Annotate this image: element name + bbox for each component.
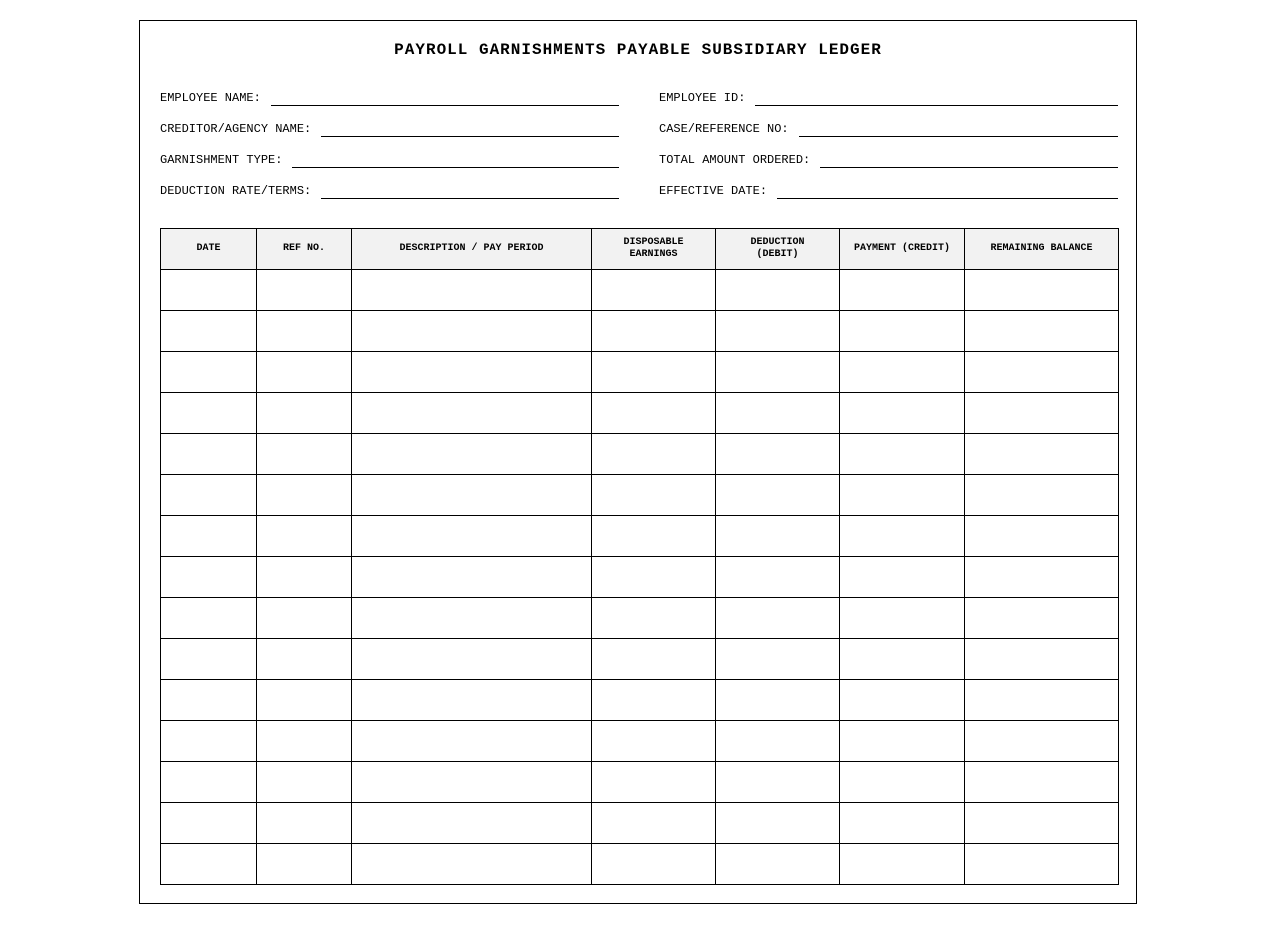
cell-disposable-earnings[interactable]	[592, 639, 716, 680]
cell-remaining-balance[interactable]	[965, 721, 1119, 762]
cell-description[interactable]	[352, 393, 592, 434]
cell-deduction[interactable]	[716, 762, 840, 803]
cell-deduction[interactable]	[716, 475, 840, 516]
total-amount-label: TOTAL AMOUNT ORDERED:	[659, 153, 811, 167]
cell-disposable-earnings[interactable]	[592, 393, 716, 434]
effective-date-line[interactable]	[777, 184, 1118, 199]
header-ref-no: REF NO.	[257, 229, 352, 270]
cell-description[interactable]	[352, 598, 592, 639]
cell-ref-no[interactable]	[257, 680, 352, 721]
header-disposable-earnings-line2: EARNINGS	[629, 249, 678, 260]
table-row	[161, 557, 1119, 598]
cell-disposable-earnings[interactable]	[592, 680, 716, 721]
cell-deduction[interactable]	[716, 434, 840, 475]
cell-payment[interactable]	[840, 475, 965, 516]
header-remaining-balance: REMAINING BALANCE	[965, 229, 1119, 270]
cell-remaining-balance[interactable]	[965, 393, 1119, 434]
cell-date[interactable]	[161, 680, 257, 721]
cell-ref-no[interactable]	[257, 352, 352, 393]
employee-name-label: EMPLOYEE NAME:	[160, 91, 261, 105]
cell-ref-no[interactable]	[257, 557, 352, 598]
cell-remaining-balance[interactable]	[965, 557, 1119, 598]
cell-description[interactable]	[352, 803, 592, 844]
cell-date[interactable]	[161, 762, 257, 803]
cell-deduction[interactable]	[716, 803, 840, 844]
table-row	[161, 721, 1119, 762]
cell-disposable-earnings[interactable]	[592, 762, 716, 803]
table-row	[161, 598, 1119, 639]
cell-date[interactable]	[161, 352, 257, 393]
cell-description[interactable]	[352, 721, 592, 762]
cell-remaining-balance[interactable]	[965, 516, 1119, 557]
cell-date[interactable]	[161, 557, 257, 598]
cell-description[interactable]	[352, 475, 592, 516]
cell-ref-no[interactable]	[257, 639, 352, 680]
cell-disposable-earnings[interactable]	[592, 557, 716, 598]
cell-date[interactable]	[161, 516, 257, 557]
effective-date-label: EFFECTIVE DATE:	[659, 184, 768, 198]
cell-date[interactable]	[161, 639, 257, 680]
table-row	[161, 270, 1119, 311]
cell-payment[interactable]	[840, 844, 965, 885]
cell-remaining-balance[interactable]	[965, 762, 1119, 803]
creditor-agency-field	[160, 117, 619, 137]
cell-date[interactable]	[161, 434, 257, 475]
cell-date[interactable]	[161, 721, 257, 762]
cell-description[interactable]	[352, 639, 592, 680]
cell-date[interactable]	[161, 475, 257, 516]
creditor-agency-line[interactable]	[321, 122, 619, 137]
header-deduction	[716, 229, 840, 270]
cell-ref-no[interactable]	[257, 762, 352, 803]
cell-date[interactable]	[161, 393, 257, 434]
cell-disposable-earnings[interactable]	[592, 311, 716, 352]
cell-description[interactable]	[352, 270, 592, 311]
garnishment-type-field	[160, 148, 619, 168]
case-reference-field	[659, 117, 1118, 137]
cell-ref-no[interactable]	[257, 803, 352, 844]
header-deduction-line2: (DEBIT)	[756, 249, 799, 260]
cell-disposable-earnings[interactable]	[592, 598, 716, 639]
cell-ref-no[interactable]	[257, 844, 352, 885]
cell-deduction[interactable]	[716, 352, 840, 393]
table-row	[161, 434, 1119, 475]
employee-id-line[interactable]	[755, 91, 1118, 106]
page-title: PAYROLL GARNISHMENTS PAYABLE SUBSIDIARY LEDGER	[394, 41, 882, 59]
cell-disposable-earnings[interactable]	[592, 844, 716, 885]
cell-remaining-balance[interactable]	[965, 639, 1119, 680]
cell-description[interactable]	[352, 434, 592, 475]
cell-payment[interactable]	[840, 557, 965, 598]
cell-ref-no[interactable]	[257, 598, 352, 639]
total-amount-field	[659, 148, 1118, 168]
cell-payment[interactable]	[840, 516, 965, 557]
cell-deduction[interactable]	[716, 721, 840, 762]
cell-disposable-earnings[interactable]	[592, 475, 716, 516]
cell-ref-no[interactable]	[257, 270, 352, 311]
cell-ref-no[interactable]	[257, 434, 352, 475]
table-header-row	[161, 229, 1119, 270]
cell-remaining-balance[interactable]	[965, 311, 1119, 352]
header-deduction-line1: DEDUCTION	[750, 237, 805, 248]
cell-disposable-earnings[interactable]	[592, 516, 716, 557]
table-row	[161, 803, 1119, 844]
table-row	[161, 311, 1119, 352]
employee-name-line[interactable]	[271, 91, 619, 106]
table-row	[161, 352, 1119, 393]
deduction-rate-field	[160, 179, 619, 199]
cell-date[interactable]	[161, 311, 257, 352]
cell-payment[interactable]	[840, 352, 965, 393]
header-disposable-earnings	[592, 229, 716, 270]
cell-remaining-balance[interactable]	[965, 352, 1119, 393]
cell-remaining-balance[interactable]	[965, 270, 1119, 311]
cell-ref-no[interactable]	[257, 475, 352, 516]
ledger-body	[161, 270, 1119, 885]
cell-disposable-earnings[interactable]	[592, 270, 716, 311]
deduction-rate-label: DEDUCTION RATE/TERMS:	[160, 184, 312, 198]
ledger-sheet	[139, 20, 1137, 904]
cell-remaining-balance[interactable]	[965, 844, 1119, 885]
cell-deduction[interactable]	[716, 639, 840, 680]
cell-payment[interactable]	[840, 598, 965, 639]
cell-remaining-balance[interactable]	[965, 434, 1119, 475]
cell-disposable-earnings[interactable]	[592, 434, 716, 475]
cell-payment[interactable]	[840, 393, 965, 434]
table-row	[161, 844, 1119, 885]
cell-ref-no[interactable]	[257, 393, 352, 434]
cell-remaining-balance[interactable]	[965, 680, 1119, 721]
cell-payment[interactable]	[840, 434, 965, 475]
cell-description[interactable]	[352, 516, 592, 557]
case-reference-line[interactable]	[799, 122, 1118, 137]
cell-deduction[interactable]	[716, 311, 840, 352]
cell-deduction[interactable]	[716, 393, 840, 434]
cell-ref-no[interactable]	[257, 516, 352, 557]
cell-payment[interactable]	[840, 803, 965, 844]
cell-remaining-balance[interactable]	[965, 598, 1119, 639]
ledger-table	[160, 228, 1119, 885]
cell-date[interactable]	[161, 598, 257, 639]
table-row	[161, 516, 1119, 557]
cell-deduction[interactable]	[716, 598, 840, 639]
cell-deduction[interactable]	[716, 844, 840, 885]
case-reference-label: CASE/REFERENCE NO:	[659, 122, 789, 136]
garnishment-type-label: GARNISHMENT TYPE:	[160, 153, 283, 167]
cell-description[interactable]	[352, 311, 592, 352]
cell-remaining-balance[interactable]	[965, 803, 1119, 844]
cell-ref-no[interactable]	[257, 721, 352, 762]
cell-description[interactable]	[352, 680, 592, 721]
cell-payment[interactable]	[840, 270, 965, 311]
cell-disposable-earnings[interactable]	[592, 352, 716, 393]
table-row	[161, 762, 1119, 803]
cell-description[interactable]	[352, 762, 592, 803]
header-date: DATE	[161, 229, 257, 270]
cell-disposable-earnings[interactable]	[592, 803, 716, 844]
cell-deduction[interactable]	[716, 270, 840, 311]
cell-payment[interactable]	[840, 639, 965, 680]
cell-payment[interactable]	[840, 311, 965, 352]
employee-name-field	[160, 86, 619, 106]
cell-date[interactable]	[161, 803, 257, 844]
cell-description[interactable]	[352, 557, 592, 598]
table-row	[161, 639, 1119, 680]
cell-ref-no[interactable]	[257, 311, 352, 352]
creditor-agency-label: CREDITOR/AGENCY NAME:	[160, 122, 312, 136]
cell-date[interactable]	[161, 270, 257, 311]
cell-description[interactable]	[352, 352, 592, 393]
cell-payment[interactable]	[840, 762, 965, 803]
table-row	[161, 393, 1119, 434]
employee-id-label: EMPLOYEE ID:	[659, 91, 746, 105]
header-disposable-earnings-line1: DISPOSABLE	[623, 237, 684, 248]
cell-remaining-balance[interactable]	[965, 475, 1119, 516]
header-payment: PAYMENT (CREDIT)	[840, 229, 965, 270]
cell-payment[interactable]	[840, 721, 965, 762]
garnishment-type-line[interactable]	[292, 153, 619, 168]
cell-deduction[interactable]	[716, 516, 840, 557]
cell-date[interactable]	[161, 844, 257, 885]
employee-id-field	[659, 86, 1118, 106]
deduction-rate-line[interactable]	[321, 184, 619, 199]
table-row	[161, 680, 1119, 721]
cell-deduction[interactable]	[716, 557, 840, 598]
cell-payment[interactable]	[840, 680, 965, 721]
total-amount-line[interactable]	[820, 153, 1118, 168]
cell-disposable-earnings[interactable]	[592, 721, 716, 762]
effective-date-field	[659, 179, 1118, 199]
header-description: DESCRIPTION / PAY PERIOD	[352, 229, 592, 270]
table-row	[161, 475, 1119, 516]
cell-deduction[interactable]	[716, 680, 840, 721]
cell-description[interactable]	[352, 844, 592, 885]
